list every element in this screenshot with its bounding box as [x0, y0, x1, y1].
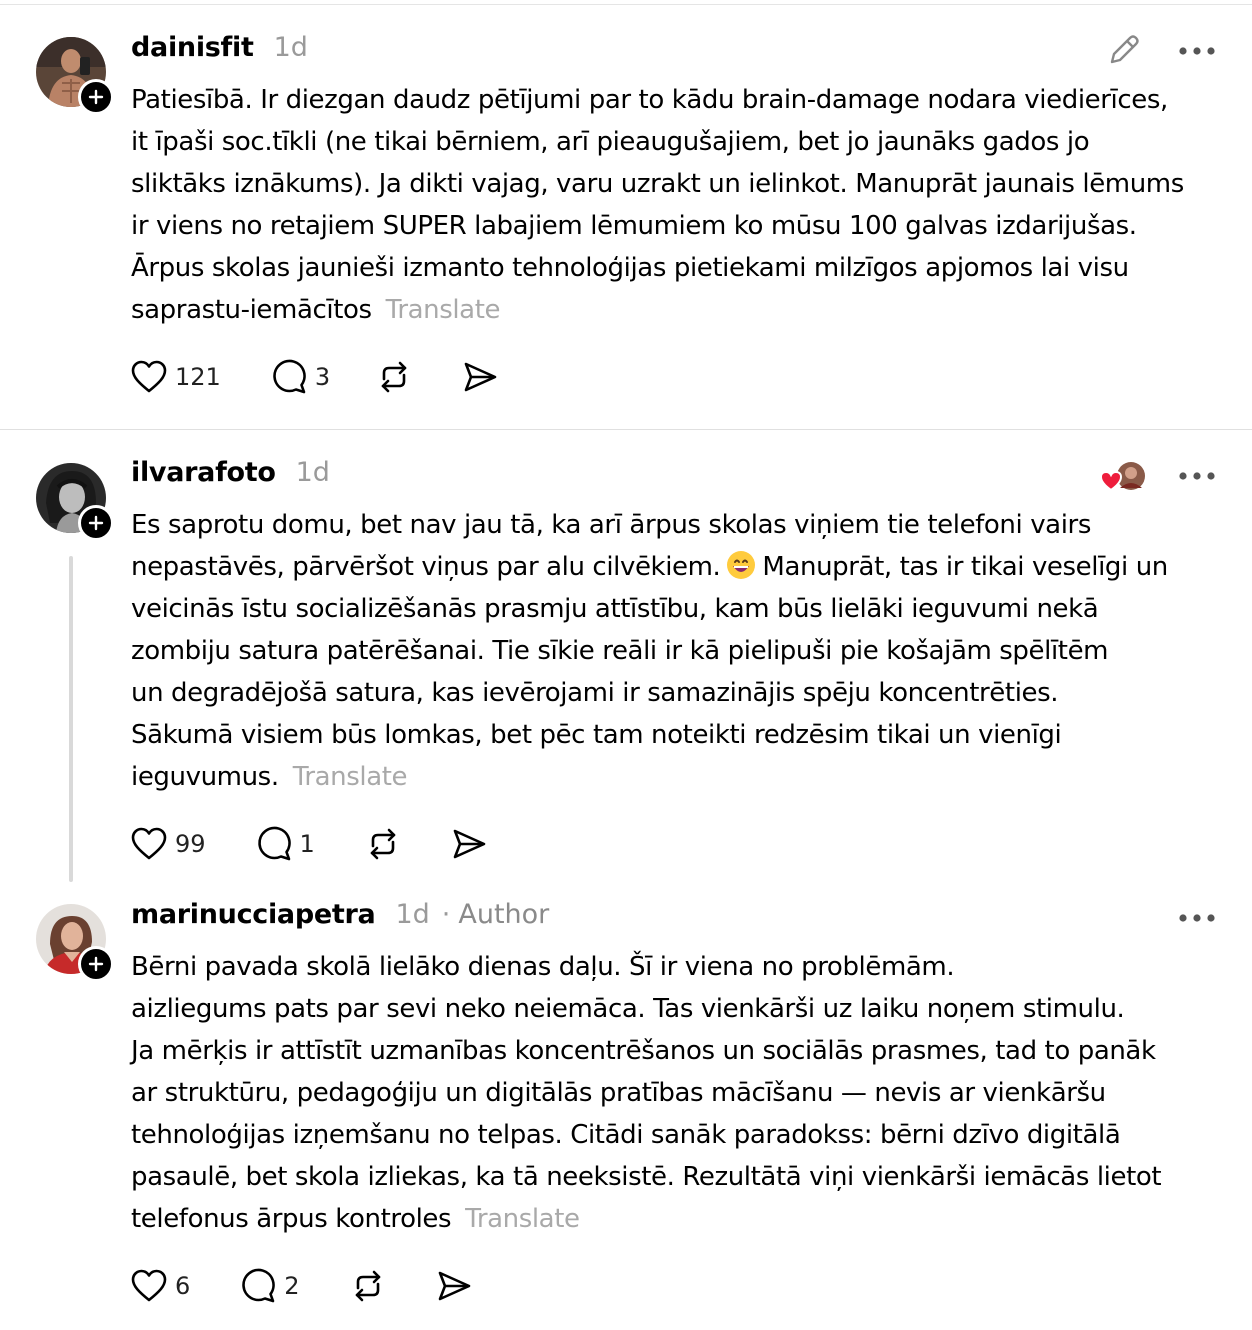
post-header	[131, 32, 308, 72]
repost-button[interactable]	[365, 826, 401, 862]
like-count: 99	[175, 830, 206, 858]
body-line: Patiesībā. Ir diezgan daudz pētījumi par to kādu brain-damage nodara viedierīces,	[131, 85, 1168, 115]
action-bar	[131, 1266, 472, 1306]
more-dots-icon[interactable]	[1178, 913, 1216, 923]
post-body	[131, 946, 1231, 1240]
body-line-text: ieguvumus.	[131, 762, 279, 792]
body-line-text: saprastu-iemācītos	[131, 295, 372, 325]
plus-icon	[88, 89, 104, 105]
translate-link[interactable]: Translate	[292, 762, 408, 792]
reply-count: 2	[284, 1272, 300, 1300]
post-divider	[0, 429, 1252, 430]
author-badge: Author	[458, 899, 550, 930]
username[interactable]: ilvarafoto	[131, 457, 276, 488]
post-body	[131, 504, 1231, 798]
share-button[interactable]	[462, 359, 498, 395]
post-body	[131, 79, 1231, 331]
timestamp[interactable]: 1d	[295, 457, 330, 488]
pencil-icon[interactable]	[1106, 32, 1142, 68]
heart-icon	[1101, 472, 1121, 490]
author-separator: ·	[441, 899, 451, 930]
body-line: Es saprotu domu, bet nav jau tā, ka arī ārpus skolas viņiem tie telefoni vairs	[131, 510, 1091, 540]
thread-line	[69, 556, 73, 882]
body-line-text: telefonus ārpus kontroles	[131, 1204, 452, 1234]
top-divider	[0, 4, 1252, 5]
like-count: 121	[175, 363, 221, 391]
post-header	[131, 457, 330, 497]
send-icon	[451, 826, 487, 862]
repost-icon	[376, 359, 412, 395]
body-line-text: Manuprāt, tas ir tikai veselīgi un	[762, 552, 1168, 582]
comment-icon	[256, 826, 292, 862]
body-line-last	[131, 289, 1231, 331]
liked-by-author-avatar[interactable]	[1100, 460, 1148, 494]
reply-button[interactable]	[256, 826, 315, 862]
reply-count: 1	[299, 830, 315, 858]
body-line: it īpaši soc.tīkli (ne tikai bērniem, arī pieaugušajiem, bet jo jaunāks gados jo	[131, 127, 1090, 157]
username[interactable]: dainisfit	[131, 32, 254, 63]
body-line: Sākumā visiem būs lomkas, bet pēc tam noteikti redzēsim tikai un vienīgi	[131, 720, 1062, 750]
body-line: sliktāks iznākums). Ja dikti vajag, varu uzrakt un ielinkot. Manuprāt jaunais lēmums	[131, 169, 1184, 199]
timestamp[interactable]: 1d	[273, 32, 308, 63]
repost-icon	[350, 1268, 386, 1304]
share-button[interactable]	[451, 826, 487, 862]
timestamp[interactable]: 1d	[395, 899, 430, 930]
follow-button[interactable]	[78, 946, 114, 982]
reply-button[interactable]	[271, 359, 330, 395]
action-bar	[131, 824, 487, 864]
body-line-text: nepastāvēs, pārvēršot viņus par alu cilvēkiem.	[131, 552, 721, 582]
more-dots-icon[interactable]	[1178, 471, 1216, 481]
like-count: 6	[175, 1272, 191, 1300]
avatar[interactable]	[36, 37, 106, 107]
plus-icon	[88, 515, 104, 531]
body-line-with-emoji	[131, 546, 1231, 588]
reply-button[interactable]	[240, 1268, 299, 1304]
body-line: aizliegums pats par sevi neko neiemāca. Tas vienkārši uz laiku noņem stimulu.	[131, 994, 1125, 1024]
like-button[interactable]	[131, 827, 206, 861]
avatar[interactable]	[36, 463, 106, 533]
post-header	[131, 899, 549, 939]
username[interactable]: marinucciapetra	[131, 899, 376, 930]
body-line: tehnoloģijas izņemšanu no telpas. Citādi sanāk paradokss: bērni dzīvo digitālā	[131, 1120, 1121, 1150]
body-line-last	[131, 1198, 1231, 1240]
repost-button[interactable]	[350, 1268, 386, 1304]
body-line: ar struktūru, pedagoģiju un digitālās pratības mācīšanu — nevis ar vienkāršu	[131, 1078, 1106, 1108]
like-button[interactable]	[131, 1269, 190, 1303]
body-line: Ja mērķis ir attīstīt uzmanības koncentrēšanos un sociālās prasmes, tad to panāk	[131, 1036, 1156, 1066]
send-icon	[436, 1268, 472, 1304]
heart-icon	[131, 827, 167, 861]
follow-button[interactable]	[78, 505, 114, 541]
action-bar	[131, 357, 498, 397]
body-line: zombiju satura patērēšanai. Tie sīkie reāli ir kā pielipuši pie košajām spēlītēm	[131, 636, 1109, 666]
body-line-last	[131, 756, 1231, 798]
plus-icon	[88, 956, 104, 972]
comment-icon	[271, 359, 307, 395]
avatar[interactable]	[36, 904, 106, 974]
translate-link[interactable]: Translate	[465, 1204, 580, 1234]
repost-icon	[365, 826, 401, 862]
more-dots-icon[interactable]	[1178, 46, 1216, 56]
body-line: un degradējošā satura, kas ievērojami ir samazinājis spēju koncentrēties.	[131, 678, 1059, 708]
share-button[interactable]	[436, 1268, 472, 1304]
grinning-face-emoji	[726, 550, 756, 580]
body-line: Bērni pavada skolā lielāko dienas daļu. Šī ir viena no problēmām.	[131, 952, 955, 982]
follow-button[interactable]	[78, 79, 114, 115]
comment-icon	[240, 1268, 276, 1304]
repost-button[interactable]	[376, 359, 412, 395]
body-line: pasaulē, bet skola izliekas, ka tā neeksistē. Rezultātā viņi vienkārši iemācās lietot	[131, 1162, 1162, 1192]
body-line: veicinās īstu socializēšanās prasmju attīstību, kam būs lielāki ieguvumi nekā	[131, 594, 1099, 624]
heart-icon	[131, 1269, 167, 1303]
body-line: Ārpus skolas jaunieši izmanto tehnoloģijas pietiekami milzīgos apjomos lai visu	[131, 253, 1129, 283]
like-button[interactable]	[131, 360, 221, 394]
send-icon	[462, 359, 498, 395]
body-line: ir viens no retajiem SUPER labajiem lēmumiem ko mūsu 100 galvas izdarijušas.	[131, 211, 1137, 241]
translate-link[interactable]: Translate	[385, 295, 501, 325]
heart-icon	[131, 360, 167, 394]
reply-count: 3	[314, 363, 331, 391]
